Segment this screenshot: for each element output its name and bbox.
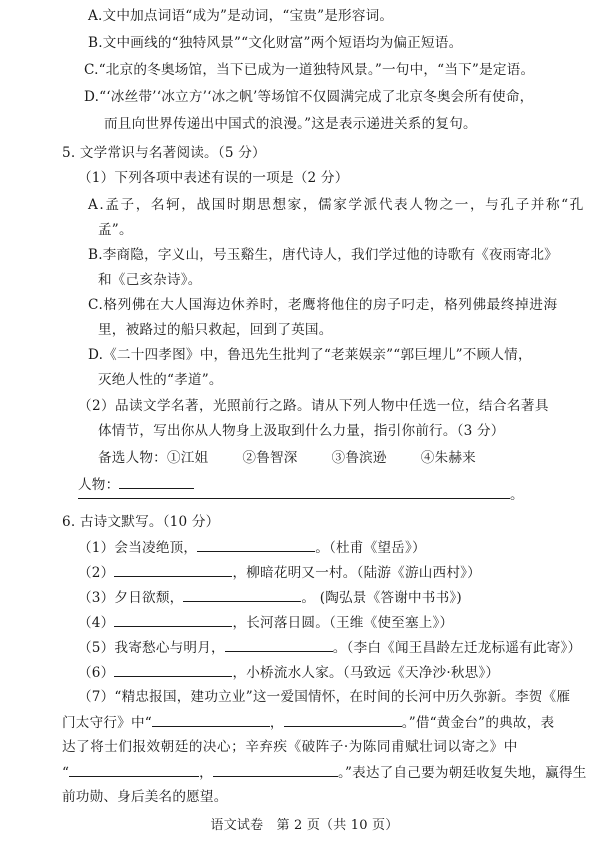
q5-title: 5. 文学常识与名著阅读。（5 分） <box>62 145 266 161</box>
q6-blank-3[interactable] <box>183 587 301 602</box>
page-footer: 语文试卷 第 2 页（共 10 页） <box>210 818 399 833</box>
q6-item-1-source: 。（杜甫《望岳》） <box>315 540 426 556</box>
q6-item-2-source: ，柳暗花明又一村。（陆游《游山西村》） <box>232 565 481 581</box>
q6-item-3-source: 。 (陶弘景《答谢中书书》) <box>301 590 462 606</box>
q6-blank-7d[interactable] <box>213 762 338 777</box>
q6-item-5-prompt: （5）我寄愁心与明月， <box>78 640 225 656</box>
q6-item-5 <box>78 637 581 658</box>
q5-part2-line2: 体情节，写出你从人物身上汲取到什么力量，指引你前行。（3 分） <box>98 423 505 439</box>
q5-option-a-line2: 孟”。 <box>98 222 133 238</box>
q5-answer-row <box>78 484 524 505</box>
q6-item-7-line2 <box>62 712 554 733</box>
q6-blank-1[interactable] <box>197 537 315 552</box>
q5-option-a-line1: A.孟子，名轲，战国时期思想家，儒家学派代表人物之一，与孔子并称“孔 <box>88 197 585 213</box>
q6-blank-2[interactable] <box>114 562 232 577</box>
q6-blank-4[interactable] <box>114 612 232 627</box>
q6-item-1-prompt: （1）会当凌绝顶， <box>78 540 198 556</box>
q6-item-7-line5: 前功勋、身后美名的愿望。 <box>62 789 228 805</box>
q6-item-7-conclusion: 。”表达了自己要为朝廷收复失地，赢得生 <box>337 765 587 781</box>
q6-item-6-source: ，小桥流水人家。（马致远《天净沙·秋思》） <box>232 665 500 681</box>
q6-item-6 <box>78 662 499 683</box>
answer-period: 。 <box>510 487 524 503</box>
candidates-label: 备选人物： <box>98 450 167 466</box>
q6-item-7-comma: ， <box>269 715 284 731</box>
q5-option-d-line2: 灭绝人性的“孝道”。 <box>98 372 223 388</box>
q6-item-7-line4 <box>62 762 587 783</box>
q5-part1-title: （1）下列各项中表述有误的一项是（2 分） <box>78 170 349 186</box>
q6-item-4 <box>78 612 453 633</box>
q6-item-7-line3: 达了将士们报效朝廷的决心；辛弃疾《破阵子·为陈同甫赋壮词以寄之》中 <box>62 739 518 755</box>
q4-option-d-line1: D.“‘冰丝带’‘冰立方’‘冰之帆’等场馆不仅圆满完成了北京冬奥会所有使命， <box>84 89 534 105</box>
q5-option-c-line1: C.格列佛在大人国海边休养时，老鹰将他住的房子叼走，格列佛最终掉进海 <box>88 297 558 313</box>
q6-blank-7a[interactable] <box>152 712 270 727</box>
q6-item-5-source: 。（李白《闻王昌龄左迁龙标遥有此寄》） <box>332 640 582 656</box>
q6-item-7-quote-open: “ <box>62 765 70 781</box>
q5-option-c-line2: 里，被路过的船只救起，回到了英国。 <box>98 322 333 338</box>
strength-answer-blank[interactable] <box>78 484 510 499</box>
q6-item-4-source: ，长河落日圆。（王维《使至塞上》） <box>232 615 454 631</box>
q4-option-b: B.文中画线的“独特风景”“文化财富”两个短语均为偏正短语。 <box>88 35 463 51</box>
candidate-1: ①江姐 <box>166 450 209 466</box>
q6-item-7-line1: （7）“精忠报国，建功立业”这一爱国情怀，在时间的长河中历久弥新。李贺《雁 <box>78 689 571 705</box>
q6-blank-7b[interactable] <box>284 712 402 727</box>
q6-item-3-prompt: （3）夕日欲颓， <box>78 590 184 606</box>
q6-item-7-comma-2: ， <box>199 765 213 781</box>
q5-option-d-line1: D.《二十四孝图》中，鲁迅先生批判了“老莱娱亲”“郭巨埋儿”不顾人情， <box>88 347 532 363</box>
q6-item-6-prompt: （6） <box>78 665 115 681</box>
q6-item-7-intro: 门太守行》中“ <box>62 715 152 731</box>
q4-option-d-line2: 而且向世界传递出中国式的浪漫。”这是表示递进关系的复句。 <box>104 116 477 132</box>
q5-option-b-line2: 和《己亥杂诗》。 <box>98 272 202 288</box>
candidate-2: ②鲁智深 <box>242 450 298 466</box>
q6-item-1 <box>78 537 426 558</box>
person-label: 人物： <box>78 477 120 493</box>
q6-item-4-prompt: （4） <box>78 615 115 631</box>
q6-item-3 <box>78 587 462 608</box>
q5-part2-line1: （2）品读文学名著，光照前行之路。请从下列人物中任选一位，结合名著具 <box>78 398 549 414</box>
q4-option-a: A.文中加点词语“成为”是动词，“宝贵”是形容词。 <box>88 8 394 24</box>
q6-item-2-prompt: （2） <box>78 565 115 581</box>
q6-blank-7c[interactable] <box>69 762 199 777</box>
q6-item-7-explain: 。”借“黄金台”的典故，表 <box>401 715 555 731</box>
q4-option-c: C.“北京的冬奥场馆，当下已成为一道独特风景。”一句中，“当下”是定语。 <box>84 62 535 78</box>
q6-blank-5[interactable] <box>225 637 333 652</box>
q6-blank-6[interactable] <box>114 662 232 677</box>
candidate-3: ③鲁滨逊 <box>331 450 387 466</box>
q5-candidates <box>98 448 476 468</box>
q5-option-b-line1: B.李商隐，字义山，号玉谿生，唐代诗人，我们学过他的诗歌有《夜雨寄北》 <box>88 247 558 263</box>
q6-title: 6. 古诗文默写。（10 分） <box>62 514 220 530</box>
candidate-4: ④朱赫来 <box>420 450 476 466</box>
q6-item-2 <box>78 562 481 583</box>
